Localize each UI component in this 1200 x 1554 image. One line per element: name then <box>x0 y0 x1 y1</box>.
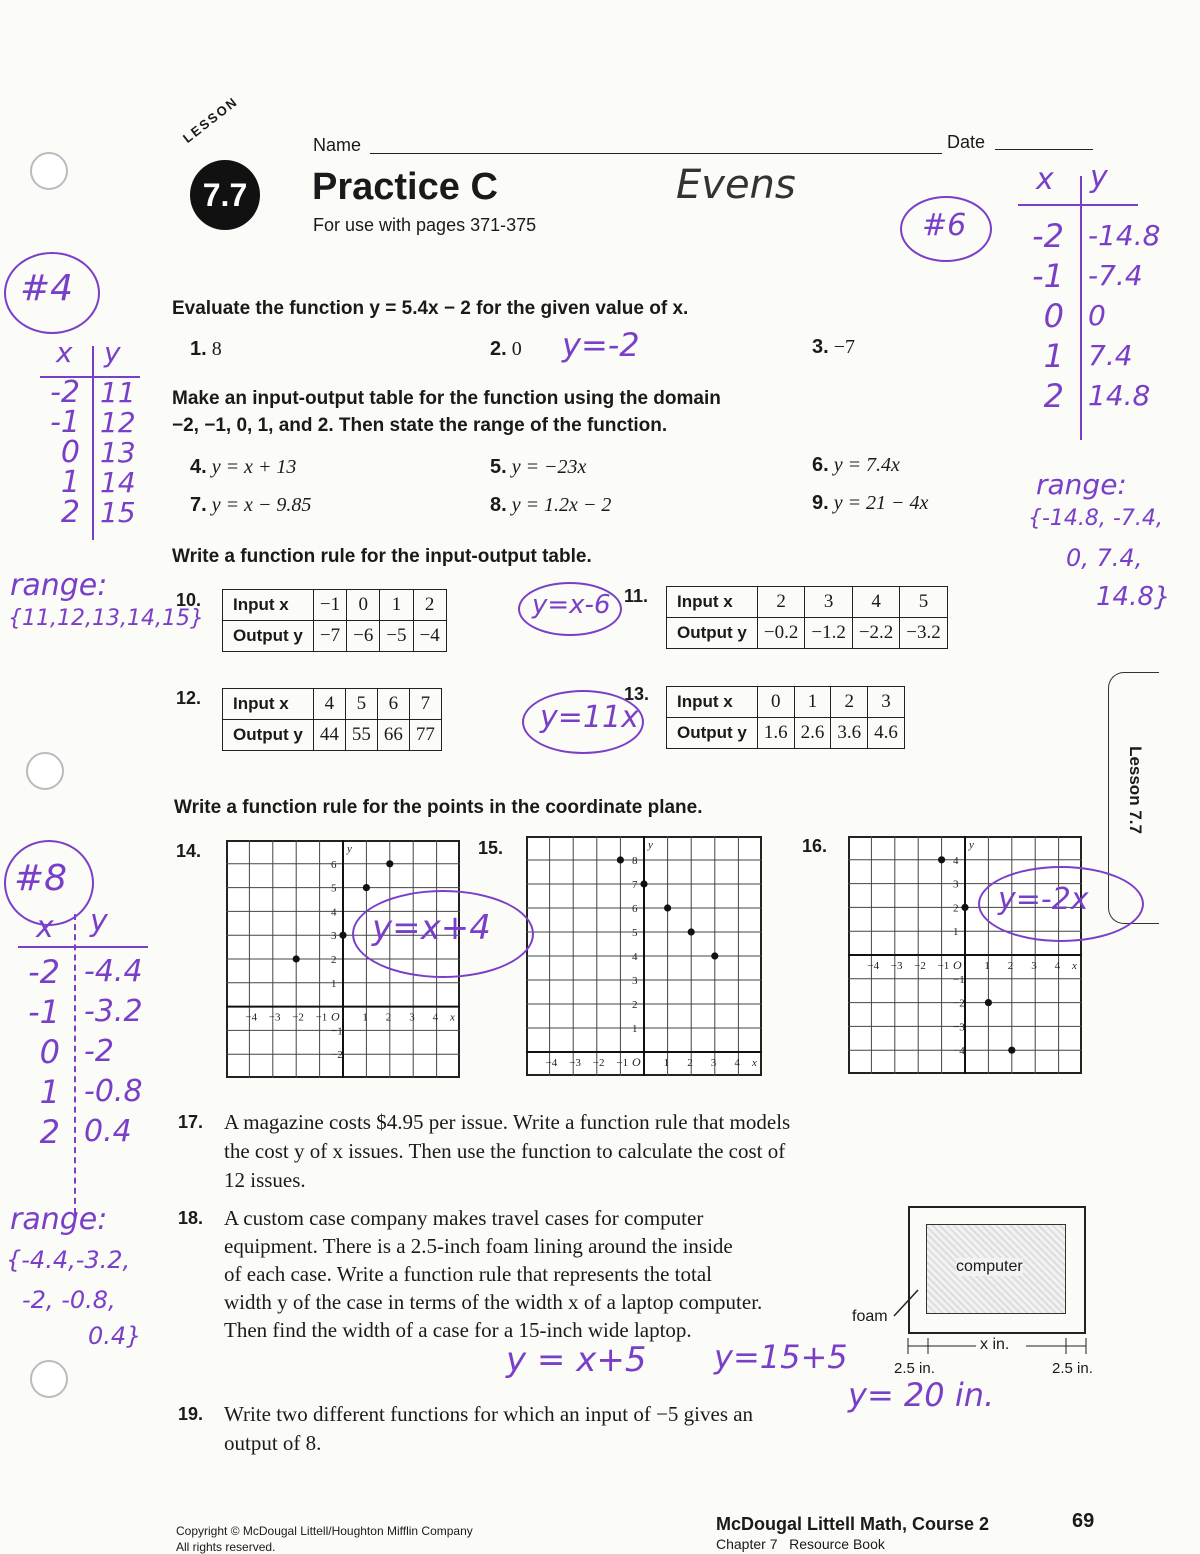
q2 <box>490 338 522 361</box>
data-point <box>938 856 945 863</box>
x-tick-label: 1 <box>362 1011 368 1024</box>
y-tick-label: −1 <box>331 1025 343 1038</box>
hw-q8-y-value: 0.4 <box>84 1114 132 1149</box>
page-subtitle: For use with pages 371-375 <box>313 215 537 235</box>
y-tick-label: 3 <box>331 930 337 943</box>
hw-q4-y-value: 11 <box>100 376 136 409</box>
data-point <box>363 884 370 891</box>
q7-text: y = x − 9.85 <box>211 494 312 516</box>
cell: 2 <box>831 687 868 718</box>
copyright: Copyright © McDougal Littell/Houghton Mifflin Company <box>176 1524 473 1538</box>
x-tick-label: 1 <box>663 1057 670 1069</box>
hw-evens: Evens <box>676 162 796 208</box>
cell: −5 <box>380 621 413 652</box>
x-tick-label: −4 <box>867 960 880 972</box>
hw-q4-range: {11,12,13,14,15} <box>8 606 204 631</box>
q1 <box>190 338 222 361</box>
input-label: Input x <box>667 687 758 718</box>
book-title: McDougal Littell Math, Course 2 <box>716 1514 990 1534</box>
data-point <box>711 952 718 959</box>
x-tick-label: −1 <box>315 1011 328 1024</box>
x-tick-label: 2 <box>687 1057 693 1069</box>
q3 <box>812 336 855 359</box>
hw-q4-x-value: 1 <box>60 465 80 500</box>
hw-q6-y: y <box>1090 160 1108 195</box>
x-tick-label: −3 <box>268 1011 281 1024</box>
y-tick-label: 2 <box>632 999 638 1011</box>
y-tick-label: 1 <box>632 1023 638 1035</box>
hw-q8-y-value: -4.4 <box>84 954 143 989</box>
page-number: 69 <box>1072 1510 1095 1532</box>
data-point <box>339 932 346 939</box>
q12-table <box>222 688 442 751</box>
q12-num: 12. <box>176 688 202 708</box>
y-tick-label: 3 <box>632 975 638 987</box>
y-tick-label: 8 <box>632 855 638 867</box>
y-axis-label: y <box>969 839 974 851</box>
output-label: Output y <box>667 718 758 749</box>
hw-ans10: y=x-6 <box>532 590 611 620</box>
q14-num: 14. <box>176 841 202 861</box>
hw-ans18a: y = x+5 <box>506 1340 647 1380</box>
hw-q6-x: x <box>1036 162 1054 197</box>
q7-num: 7. <box>190 494 207 516</box>
foam-pointer <box>890 1284 930 1324</box>
hw-q8-range-3: 0.4} <box>88 1322 142 1350</box>
y-tick-label: −4 <box>953 1045 965 1058</box>
cell: −1 <box>313 590 346 621</box>
hw-q8-x: x <box>36 910 54 945</box>
hw-q6-range-3: 14.8} <box>1096 582 1171 612</box>
lesson-badge <box>178 93 288 220</box>
graph-15 <box>526 836 762 1076</box>
hw-q8-hline <box>18 946 148 948</box>
hw-q4-y: y <box>104 336 121 369</box>
hw-q8-y-value: -0.8 <box>84 1074 143 1109</box>
hw-q8-x-value: 1 <box>39 1073 60 1111</box>
p17-line: the cost y of x issues. Then use the function to calculate the cost of <box>224 1139 786 1163</box>
hw-q6-vline <box>1080 176 1082 440</box>
name-label: Name <box>313 135 362 155</box>
cell: −1.2 <box>805 618 852 649</box>
p19-line: output of 8. <box>224 1431 322 1455</box>
x-tick-label: −1 <box>937 960 950 972</box>
cell: −6 <box>347 621 380 652</box>
hw-q4-x-value: 2 <box>60 495 80 530</box>
cell: −3.2 <box>900 618 947 649</box>
y-tick-label: −2 <box>331 1049 343 1062</box>
hw-q6-y-value: 7.4 <box>1088 339 1133 372</box>
cell: 55 <box>345 720 377 751</box>
x-tick-label: −2 <box>292 1011 304 1024</box>
y-tick-label: 4 <box>953 854 959 867</box>
problem-17 <box>178 1108 790 1195</box>
x-tick-label: 4 <box>734 1057 740 1069</box>
section1-instruction: Evaluate the function y = 5.4x − 2 for the given value of x. <box>172 298 689 319</box>
data-point <box>293 955 300 962</box>
y-tick-label: 2 <box>331 954 337 966</box>
hw-q8-y: y <box>90 904 108 939</box>
hw-q4-y-value: 14 <box>100 466 136 499</box>
x-axis-label: x <box>1072 960 1077 972</box>
p17-num: 17. <box>178 1112 204 1132</box>
page-title: Practice C <box>312 166 498 208</box>
q4 <box>190 456 296 479</box>
binder-hole-top <box>30 152 68 190</box>
hw-q8-x-value: -1 <box>28 993 60 1031</box>
hw-q8-x-value: 2 <box>39 1113 60 1151</box>
x-tick-label: 3 <box>409 1011 415 1024</box>
hw-q6-y-value: -14.8 <box>1088 219 1161 252</box>
x-tick-label: 2 <box>385 1011 392 1024</box>
q9-num: 9. <box>812 492 829 514</box>
cell: 77 <box>409 720 441 751</box>
input-label: Input x <box>223 590 314 621</box>
y-tick-label: −3 <box>953 1021 965 1034</box>
y-tick-label: 5 <box>331 882 337 895</box>
x-tick-label: −4 <box>545 1057 558 1069</box>
x-tick-label: −3 <box>569 1057 581 1069</box>
lesson-word: LESSON <box>180 93 241 146</box>
hw-q4-ys <box>100 378 136 528</box>
data-point <box>617 856 624 863</box>
name-line <box>370 153 942 154</box>
y-tick-label: 4 <box>632 951 638 963</box>
hw-tag8: #8 <box>14 858 68 899</box>
hw-q6-range-2: 0, 7.4, <box>1066 544 1143 572</box>
x-tick-label: 4 <box>432 1011 439 1024</box>
computer-label: computer <box>956 1258 1023 1275</box>
cell: 0 <box>347 590 380 621</box>
section2-instruction-2: −2, −1, 0, 1, and 2. Then state the range of the function. <box>172 415 668 436</box>
section2-instruction-1: Make an input-output table for the function using the domain <box>172 388 721 409</box>
data-point <box>961 904 968 911</box>
data-point <box>386 860 393 867</box>
hw-q8-range-label: range: <box>10 1202 108 1237</box>
y-tick-label: 1 <box>953 926 959 939</box>
q11-num: 11. <box>624 586 649 606</box>
cell: 4 <box>852 587 899 618</box>
hw-ans18c: y= 20 in. <box>848 1376 995 1414</box>
hw-q8-x-value: 0 <box>39 1033 60 1071</box>
hw-q8-x-value: -2 <box>28 953 60 991</box>
binder-hole-middle <box>26 752 64 790</box>
p18-num: 18. <box>178 1208 204 1228</box>
side-tab-label: Lesson 7.7 <box>1126 746 1145 834</box>
hw-q4-x-value: -1 <box>50 405 80 440</box>
q5 <box>490 456 586 479</box>
output-label: Output y <box>223 621 314 652</box>
x-tick-label: −3 <box>890 960 903 972</box>
q2-text: 0 <box>511 338 522 360</box>
y-axis-label: y <box>648 839 653 851</box>
cell: −2.2 <box>852 618 899 649</box>
p18-line: equipment. There is a 2.5-inch foam lining around the inside <box>224 1234 733 1258</box>
hw-ans18b: y=15+5 <box>714 1338 848 1376</box>
x-tick-label: 2 <box>1007 960 1014 972</box>
date-line <box>995 149 1093 150</box>
input-label: Input x <box>223 689 314 720</box>
hw-q8-range-1: {-4.4,-3.2, <box>6 1246 131 1274</box>
hw-q4-vline <box>92 346 94 540</box>
foam-label: foam <box>852 1308 888 1325</box>
section3-instruction: Write a function rule for the input-output table. <box>172 546 592 567</box>
q4-text: y = x + 13 <box>211 456 297 478</box>
hw-q4-y-value: 12 <box>100 406 136 439</box>
q15-num: 15. <box>478 838 504 858</box>
data-point <box>640 880 647 887</box>
data-point <box>664 904 671 911</box>
p17-line: A magazine costs $4.95 per issue. Write a function rule that models <box>224 1110 791 1134</box>
p18-line: of each case. Write a function rule that represents the total <box>224 1262 712 1286</box>
problem-19 <box>178 1400 753 1458</box>
hw-q6-y-value: 14.8 <box>1088 379 1151 412</box>
left-dim-label: 2.5 in. <box>894 1360 935 1377</box>
output-label: Output y <box>223 720 314 751</box>
y-tick-label: −2 <box>953 997 965 1010</box>
q8 <box>490 494 611 517</box>
problem-18 <box>178 1204 762 1344</box>
cell: 3 <box>805 587 852 618</box>
hw-tag6: #6 <box>922 208 967 243</box>
q16-num: 16. <box>802 836 828 856</box>
p18-line: A custom case company makes travel cases for computer <box>224 1206 704 1230</box>
date-label: Date <box>947 132 986 152</box>
cell: 3 <box>868 687 905 718</box>
origin-label: O <box>953 958 962 972</box>
x-tick-label: −2 <box>592 1057 605 1069</box>
p19-num: 19. <box>178 1404 204 1424</box>
y-tick-label: 5 <box>632 927 638 939</box>
cell: 7 <box>409 689 441 720</box>
x-axis-label: x <box>752 1057 757 1069</box>
p18-line: Then find the width of a case for a 15-inch wide laptop. <box>224 1318 692 1342</box>
rights: All rights reserved. <box>176 1540 276 1554</box>
origin-label: O <box>632 1055 641 1069</box>
q10-num: 10. <box>176 590 202 610</box>
y-axis-label: y <box>347 843 352 855</box>
hw-q6-y-value: -7.4 <box>1088 259 1143 292</box>
cell: 1 <box>380 590 413 621</box>
output-label: Output y <box>667 618 758 649</box>
q6 <box>812 454 900 477</box>
cell: 5 <box>900 587 947 618</box>
cell: 44 <box>313 720 345 751</box>
q9 <box>812 492 928 515</box>
data-point <box>688 928 695 935</box>
hw-q6-x-value: -1 <box>1032 257 1064 295</box>
hw-q6-range-1: {-14.8, -7.4, <box>1028 506 1163 531</box>
hw-q8-ys <box>84 952 143 1152</box>
hw-q6-ys <box>1088 216 1160 416</box>
origin-label: O <box>331 1009 340 1024</box>
y-tick-label: 6 <box>632 903 638 915</box>
y-tick-label: 7 <box>632 879 638 891</box>
x-axis-label: x <box>450 1011 455 1024</box>
q10-table <box>222 589 447 652</box>
cell: 3.6 <box>831 718 868 749</box>
hw-q6-x-value: 2 <box>1043 377 1064 415</box>
cell: 2.6 <box>794 718 831 749</box>
x-tick-label: 4 <box>1054 960 1061 972</box>
hw-ans16: y=-2x <box>998 882 1089 917</box>
q11-table <box>666 586 948 649</box>
x-tick-label: 3 <box>1031 960 1037 972</box>
p19-line: Write two different functions for which an input of −5 gives an <box>224 1402 754 1426</box>
p18-line: width y of the case in terms of the width x of a laptop computer. <box>224 1290 763 1314</box>
data-point <box>985 999 992 1006</box>
hw-q6-x-value: -2 <box>1032 217 1064 255</box>
right-dim-label: 2.5 in. <box>1052 1360 1093 1377</box>
q6-text: y = 7.4x <box>833 454 900 476</box>
hw-q8-xs <box>10 952 60 1152</box>
hw-q6-xs <box>1010 216 1064 416</box>
x-tick-label: −1 <box>616 1057 629 1069</box>
y-tick-label: 6 <box>331 858 337 871</box>
q6-num: 6. <box>812 454 829 476</box>
section4-instruction: Write a function rule for the points in the coordinate plane. <box>174 797 703 818</box>
hw-q8-y-value: -2 <box>84 1034 114 1069</box>
q13-num: 13. <box>624 684 650 704</box>
chapter-label: Chapter 7 Resource Book <box>716 1536 885 1552</box>
hw-tag4: #4 <box>20 268 74 309</box>
binder-hole-bottom <box>30 1360 68 1398</box>
q7 <box>190 494 311 517</box>
cell: −0.2 <box>757 618 804 649</box>
hw-q4-y-value: 13 <box>100 436 136 469</box>
q3-num: 3. <box>812 336 829 358</box>
hw-q6-x-value: 0 <box>1043 297 1064 335</box>
hw-q6-y-value: 0 <box>1088 299 1106 332</box>
hw-q6-range-label: range: <box>1036 468 1127 501</box>
hw-q8-range-2: -2, -0.8, <box>22 1286 116 1314</box>
q3-text: −7 <box>833 336 855 358</box>
hw-ans12: y=11x <box>540 700 639 735</box>
cell: 4.6 <box>868 718 905 749</box>
hw-q8-vline <box>74 914 76 1214</box>
lesson-number: 7.7 <box>190 160 260 230</box>
cell: 2 <box>757 587 804 618</box>
data-point <box>1008 1047 1015 1054</box>
cell: 4 <box>313 689 345 720</box>
x-tick-label: 1 <box>984 960 990 972</box>
q1-text: 8 <box>211 338 222 360</box>
y-tick-label: 3 <box>953 878 959 891</box>
q13-table <box>666 686 905 749</box>
cell: 2 <box>413 590 446 621</box>
hw-q4-range-label: range: <box>10 568 108 603</box>
hw-q4-y-value: 15 <box>100 496 136 529</box>
q5-text: y = −23x <box>511 456 587 478</box>
cell: 6 <box>377 689 409 720</box>
y-tick-label: 1 <box>331 977 337 990</box>
cell: 0 <box>757 687 794 718</box>
q5-num: 5. <box>490 456 507 478</box>
cell: 1.6 <box>757 718 794 749</box>
cell: 66 <box>377 720 409 751</box>
hw-q4-x-value: 0 <box>60 435 80 470</box>
hw-ans14: y=x+4 <box>372 908 491 948</box>
hw-q8-y-value: -3.2 <box>84 994 143 1029</box>
q4-num: 4. <box>190 456 207 478</box>
hw-q6-x-value: 1 <box>1043 337 1064 375</box>
hw-ans2: y=-2 <box>562 326 640 364</box>
q8-text: y = 1.2x − 2 <box>511 494 612 516</box>
p17-line: 12 issues. <box>224 1168 306 1192</box>
input-label: Input x <box>667 587 758 618</box>
q1-num: 1. <box>190 338 207 360</box>
hw-q4-x-value: -2 <box>50 375 80 410</box>
q2-num: 2. <box>490 338 507 360</box>
q8-num: 8. <box>490 494 507 516</box>
cell: −4 <box>413 621 446 652</box>
y-tick-label: 4 <box>331 906 337 919</box>
y-tick-label: 2 <box>953 902 959 915</box>
x-tick-label: 3 <box>710 1057 717 1069</box>
cell: −7 <box>313 621 346 652</box>
cell: 1 <box>794 687 831 718</box>
q9-text: y = 21 − 4x <box>833 492 929 514</box>
hw-q4-x: x <box>56 336 73 369</box>
cell: 5 <box>345 689 377 720</box>
hw-q6-hline <box>1018 204 1138 206</box>
y-tick-label: −1 <box>953 973 965 986</box>
x-tick-label: −4 <box>245 1011 258 1024</box>
hw-q4-xs <box>38 375 80 530</box>
x-tick-label: −2 <box>914 960 926 972</box>
x-dim-label: x in. <box>980 1336 1010 1353</box>
